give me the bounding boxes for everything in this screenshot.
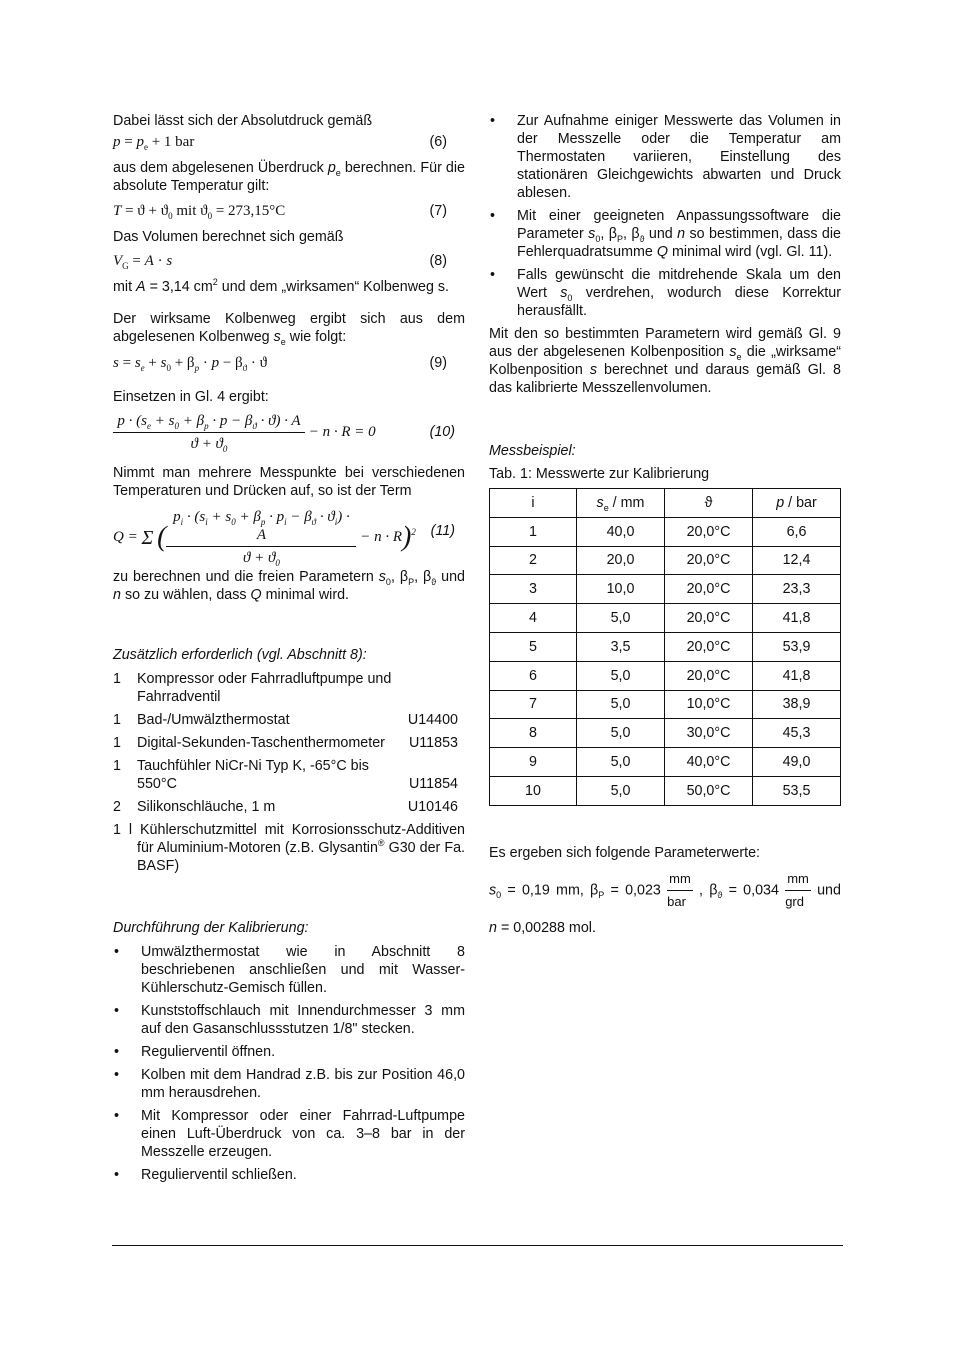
list-item: • Umwälzthermostat wie in Abschnitt 8 beschriebenen anschließen und mit Wasser-Kühlerschutz-Gemisch füllen. [113, 943, 465, 997]
parts-heading: Zusätzlich erforderlich (vgl. Abschnitt 8): [113, 647, 367, 663]
left-column [113, 112, 465, 1189]
paragraph: zu berechnen und die freien Parametern $s_0$, $\beta_P$, $\beta_ϑ$ und n so zu wählen, dass Q minimal wird. [113, 569, 465, 603]
column-header: p / bar [753, 489, 841, 518]
paragraph: Der wirksame Kolbenweg ergibt sich aus dem abgelesenen Kolbenweg $s_e$ wie folgt: [113, 311, 465, 347]
list-item: 1 Kompressor oder Fahrradluftpumpe und Fahrradventil [113, 671, 392, 705]
equation-10: $\frac{p \cdot (s_e + s_0 + \beta_p \cdot p - \beta_ϑ \cdot ϑ) \cdot A}{ϑ + ϑ_0}$ − n · R = 0 (10) [113, 412, 465, 454]
procedure-list-continued [489, 112, 841, 320]
equation-6: $p = p_e + 1$ bar (6) [113, 134, 447, 152]
table-row: 8 5,0 30,0°C 45,3 [490, 719, 841, 748]
list-item: • Regulierventil öffnen. [113, 1043, 465, 1061]
list-item: 1 Tauchfühler NiCr-Ni Typ K, -65°C bis 550°C U11854 [113, 758, 458, 792]
equation-11: Q = Σ ( $\frac{p_i \cdot (s_i + s_0 + \beta_p \cdot p_i - \beta_ϑ \cdot ϑ_i) \cdot A}{ϑ + ϑ_0}$ − n · R)$^2$ (11) [113, 509, 455, 568]
parts-list [113, 670, 465, 875]
table-row: 3 10,0 20,0°C 23,3 [490, 575, 841, 604]
paragraph: n = 0,00288 mol. [489, 919, 596, 936]
list-item: • Zur Aufnahme einiger Messwerte das Volumen in der Messzelle oder die Temperatur am Thermostaten variieren, Einstellung des stationären Gleichgewichts abwarten und Druck ablesen. [489, 112, 841, 202]
table-row: 6 5,0 20,0°C 41,8 [490, 661, 841, 690]
table-row: 5 3,5 20,0°C 53,9 [490, 632, 841, 661]
table-header-row [490, 489, 841, 518]
list-item: • Kolben mit dem Handrad z.B. bis zur Position 46,0 mm herausdrehen. [113, 1066, 465, 1102]
equation-number: (6) [429, 134, 447, 150]
measurement-table [489, 488, 841, 806]
equation-number: (7) [429, 203, 447, 219]
right-column [489, 112, 841, 937]
table-row: 9 5,0 40,0°C 49,0 [490, 748, 841, 777]
paragraph: Einsetzen in Gl. 4 ergibt: [113, 389, 269, 405]
list-item: 1 l Kühlerschutzmittel mit Korrosionsschutz-Additiven für Aluminium-Motoren (z.B. Glysantin® G30 der Fa. BASF) [113, 822, 465, 874]
list-item: • Mit Kompressor oder einer Fahrrad-Luftpumpe einen Luft-Überdruck von ca. 3–8 bar in der Messzelle erzeugen. [113, 1107, 465, 1161]
equation-number: (10) [429, 424, 455, 440]
footer-rule [112, 1245, 843, 1246]
list-item: • Kunststoffschlauch mit Innendurchmesser 3 mm auf den Gasanschlussstutzen 1/8" stecken. [113, 1002, 465, 1038]
list-item: • Falls gewünscht die mitdrehende Skala um den Wert $s_0$ verdrehen, wodurch diese Korrektur herausfällt. [489, 266, 841, 320]
equation-number: (8) [429, 253, 447, 269]
paragraph: Mit den so bestimmten Parametern wird gemäß Gl. 9 aus der abgelesenen Kolbenposition $s_e$ die „wirksame“ Kolbenposition s berechnet und daraus gemäß Gl. 8 das kalibrierte Messzellenvolumen. [489, 326, 841, 396]
list-item: 1 Bad-/Umwälzthermostat U14400 [113, 712, 458, 728]
column-header: $s_e$ / mm [577, 489, 665, 518]
table-row: 4 5,0 20,0°C 41,8 [490, 604, 841, 633]
example-heading: Messbeispiel: [489, 443, 576, 459]
paragraph: Das Volumen berechnet sich gemäß [113, 229, 344, 245]
column-header: ϑ [665, 489, 753, 518]
paragraph: mit A = 3,14 $cm^2$ und dem „wirksamen“ Kolbenweg s. [113, 277, 450, 295]
table-row: 1 40,0 20,0°C 6,6 [490, 517, 841, 546]
equation-number: (9) [429, 355, 447, 371]
paragraph: Dabei lässt sich der Absolutdruck gemäß [113, 113, 373, 129]
paragraph: Es ergeben sich folgende Parameterwerte: [489, 844, 760, 861]
procedure-list [113, 943, 465, 1184]
equation-number: (11) [430, 523, 455, 539]
list-item: • Regulierventil schließen. [113, 1166, 465, 1184]
procedure-heading: Durchführung der Kalibrierung: [113, 920, 309, 936]
table-caption: Tab. 1: Messwerte zur Kalibrierung [489, 466, 710, 482]
equation-9: $s = s_e + s_0 + \beta_p \cdot p - \beta_ϑ \cdot ϑ$ (9) [113, 355, 447, 373]
result-values: $s_0 = 0,19$ mm, $\beta_P = 0,023$ $\frac{mm}{\text{bar}}$ , $\beta_ϑ = 0,034$ $\frac{mm}{\text{grd}}$ und [489, 870, 841, 909]
list-item: 2 Silikonschläuche, 1 m U10146 [113, 799, 458, 815]
table-row: 7 5,0 10,0°C 38,9 [490, 690, 841, 719]
equation-8: $V_G = A \cdot s$ (8) [113, 253, 447, 271]
list-item: 1 Digital-Sekunden-Taschenthermometer U11853 [113, 735, 458, 751]
paragraph: Nimmt man mehrere Messpunkte bei verschiedenen Temperaturen und Drücken auf, so ist der Term [113, 465, 465, 499]
table-row: 10 5,0 50,0°C 53,5 [490, 776, 841, 805]
equation-7: $T = ϑ + ϑ_0$ mit $ϑ_0 = 273,15^\circ C$ (7) [113, 203, 447, 221]
paragraph: aus dem abgelesenen Überdruck $p_e$ berechnen. Für die absolute Temperatur gilt: [113, 160, 465, 194]
list-item: • Mit einer geeigneten Anpassungssoftware die Parameter $s_0$, $\beta_P$, $\beta_ϑ$ und n so bestimmen, dass die Fehlerquadratsumme Q minimal wird (vgl. Gl. 11). [489, 207, 841, 261]
table-row: 2 20,0 20,0°C 12,4 [490, 546, 841, 575]
column-header: i [490, 489, 577, 518]
